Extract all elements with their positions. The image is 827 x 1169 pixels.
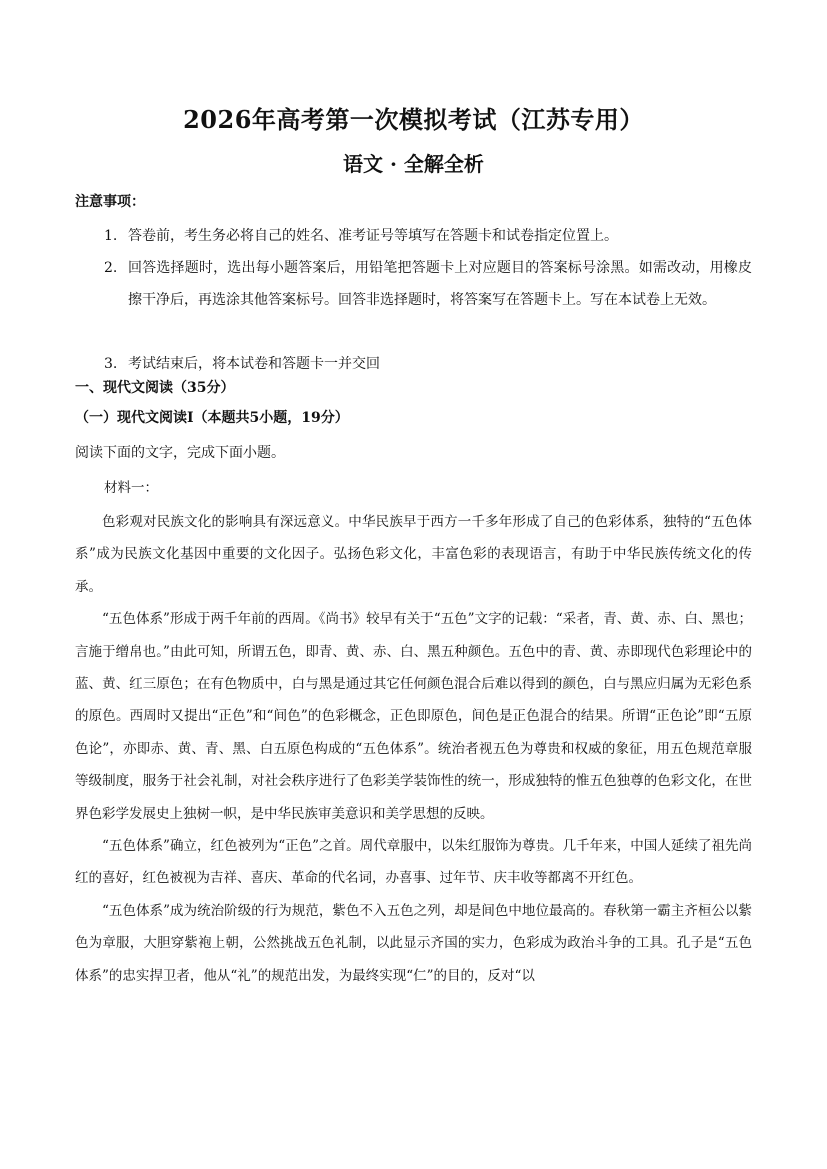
- notice-item-number: 1.: [104, 228, 118, 244]
- page-title: 2026年高考第一次模拟考试（江苏专用）: [183, 105, 644, 134]
- reading-instruction: 阅读下面的文字，完成下面小题。: [75, 445, 285, 461]
- article-paragraph: “五色体系”成为统治阶级的行为规范，紫色不入五色之列，却是间色中地位最高的。春秋第一霸主齐桓公以紫色为章服，大胆穿紫袍上朝，公然挑战五色礼制，以此显示齐国的实力，色彩成为政治斗争的工具。孔子是“五色体系”的忠实捍卫者，他从“礼”的规范出发，为最终实现“仁”的目的，反对“以: [75, 902, 752, 984]
- notice-item-3: [104, 348, 752, 380]
- article-body: [75, 506, 752, 992]
- notice-item-number: 3.: [104, 356, 118, 372]
- notice-item-text: 答卷前，考生务必将自己的姓名、准考证号等填写在答题卡和试卷指定位置上。: [128, 228, 618, 244]
- section-heading: 一、现代文阅读（35分）: [75, 380, 235, 396]
- notice-item-2: [104, 252, 752, 316]
- notice-item-text: 考试结束后，将本试卷和答题卡一并交回: [128, 356, 380, 372]
- notice-item-number: 2.: [104, 260, 118, 276]
- notice-item-text: 回答选择题时，选出每小题答案后，用铅笔把答题卡上对应题目的答案标号涂黑。如需改动，用橡皮擦干净后，再选涂其他答案标号。回答非选择题时，将答案写在答题卡上。写在本试卷上无效。: [128, 260, 752, 308]
- material-label: 材料一：: [104, 480, 158, 496]
- article-paragraph: 色彩观对民族文化的影响具有深远意义。中华民族早于西方一千多年形成了自己的色彩体系，独特的“五色体系”成为民族文化基因中重要的文化因子。弘扬色彩文化，丰富色彩的表现语言，有助于中华民族传统文化的传承。: [75, 514, 752, 595]
- subsection-heading: （一）现代文阅读Ⅰ（本题共5小题，19分）: [75, 410, 349, 426]
- article-paragraph: “五色体系”形成于两千年前的西周。《尚书》较早有关于“五色”文字的记载：“采者，青、黄、赤、白、黑也；言施于缯帛也。”由此可知，所谓五色，即青、黄、赤、白、黑五种颜色。五色中的青、黄、赤即现代色彩理论中的蓝、黄、红三原色；在有色物质中，白与黑是通过其它任何颜色混合后难以得到的颜色，白与黑应归属为无彩色系的原色。西周时又提出“正色”和“间色”的色彩概念，正色即原色，间色是正色混合的结果。所谓“正色论”即“五原色论”，亦即赤、黄、青、黑、白五原色构成的“五色体系”。统治者视五色为尊贵和权威的象征，用五色规范章服等级制度，服务于社会礼制，对社会秩序进行了色彩美学装饰性的统一，形成独特的惟五色独尊的色彩文化，在世界色彩学发展史上独树一帜，是中华民族审美意识和美学思想的反映。: [75, 611, 752, 822]
- notice-heading: 注意事项：: [75, 194, 145, 210]
- notice-item-1: [104, 220, 752, 252]
- page-subtitle: 语文 · 全解全析: [343, 152, 484, 176]
- article-paragraph: “五色体系”确立，红色被列为“正色”之首。周代章服中，以朱红服饰为尊贵。几千年来，中国人延续了祖先尚红的喜好，红色被视为吉祥、喜庆、革命的代名词，办喜事、过年节、庆丰收等都离不开红色。: [75, 838, 752, 887]
